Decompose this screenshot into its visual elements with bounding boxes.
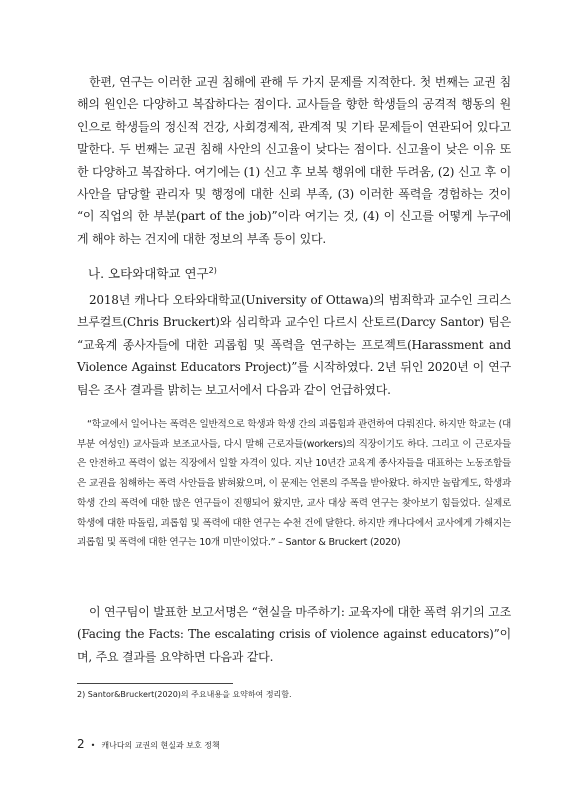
body-paragraph-2: 2018년 캐나다 오타와대학교(University of Ottawa)의 범죄학과 교수인 크리스 브루컬트(Chris Bruckert)와 심리학과 교수인 다르시 산토르(Darcy Santor) 팀은 “교육계 종사자들에 대한 괴롭힘 및 폭력을 연구하는 프로젝트(Harassment and Violence Against Educators Project)”를 시작하였다. 2년 뒤인 2020년 이 연구팀은 조사 결과를 밝히는 보고서에서 다음과 같이 언급하였다. bbox=[77, 293, 511, 397]
footnote-reference: 2) bbox=[208, 265, 217, 275]
body-paragraph-1: 한편, 연구는 이러한 교권 침해에 관해 두 가지 문제를 지적한다. 첫 번째는 교권 침해의 원인은 다양하고 복잡하다는 점이다. 교사들을 향한 학생들의 공격적 행동의 원인으로 학생들의 정신적 건강, 사회경제적, 관계적 및 기타 문제들이 연관되어 있다고 말한다. 두 번째는 교권 침해 사안의 신고율이 낮다는 점이다. 신고율이 낮은 이유 또한 다양하고 복잡하다. 여기에는 (1) 신고 후 보복 행위에 대한 두려움, (2) 신고 후 이 사안을 담당할 관리자 및 행정에 대한 신뢰 부족, (3) 이러한 폭력을 경험하는 것이 “이 직업의 한 부분(part of the job)”이라 여기는 것, (4) 이 신고를 어떻게 누구에게 해야 하는 건지에 대한 정보의 부족 등이 있다. bbox=[77, 75, 511, 246]
footnote: 2) Santor&Bruckert(2020)의 주요내용을 요약하여 정리함. bbox=[77, 690, 292, 699]
page-number: 2 bbox=[77, 737, 85, 751]
footer-separator: • bbox=[90, 741, 96, 750]
page-footer bbox=[77, 737, 220, 753]
section-heading bbox=[88, 265, 217, 283]
body-paragraph-3: 이 연구팀이 발표한 보고서명은 “현실을 마주하기: 교육자에 대한 폭력 위기의 고조(Facing the Facts: The escalating crisis of violence against educators)”이며, 주요 결과를 요약하면 다음과 같다. bbox=[77, 605, 511, 664]
running-title: 캐나다의 교권의 현실과 보호 정책 bbox=[101, 741, 220, 750]
section-heading-text: 나. 오타와대학교 연구 bbox=[88, 266, 209, 281]
footnote-divider bbox=[77, 683, 233, 684]
block-quote: “학교에서 일어나는 폭력은 일반적으로 학생과 학생 간의 괴롭힘과 관련하여 다뤄진다. 하지만 학교는 (대부분 여성인) 교사들과 보조교사들, 다시 말해 근로자들(workers)의 직장이기도 하다. 그리고 이 근로자들은 안전하고 폭력이 없는 직장에서 일할 자격이 있다. 지난 10년간 교육계 종사자들을 대표하는 노동조합들은 교권을 침해하는 폭력 사안들을 밝혀왔으며, 이 문제는 언론의 주목을 받아왔다. 하지만 놀랍게도, 학생과 학생 간의 폭력에 대한 많은 연구들이 진행되어 왔지만, 교사 대상 폭력 연구는 찾아보기 힘들었다. 실제로 학생에 대한 따돌림, 괴롭힘 및 폭력에 대한 연구는 수천 건에 달한다. 하지만 캐나다에서 교사에게 가해지는 괴롭힘 및 폭력에 대한 연구는 10개 미만이었다.” – Santor & Bruckert (2020) bbox=[77, 419, 511, 549]
